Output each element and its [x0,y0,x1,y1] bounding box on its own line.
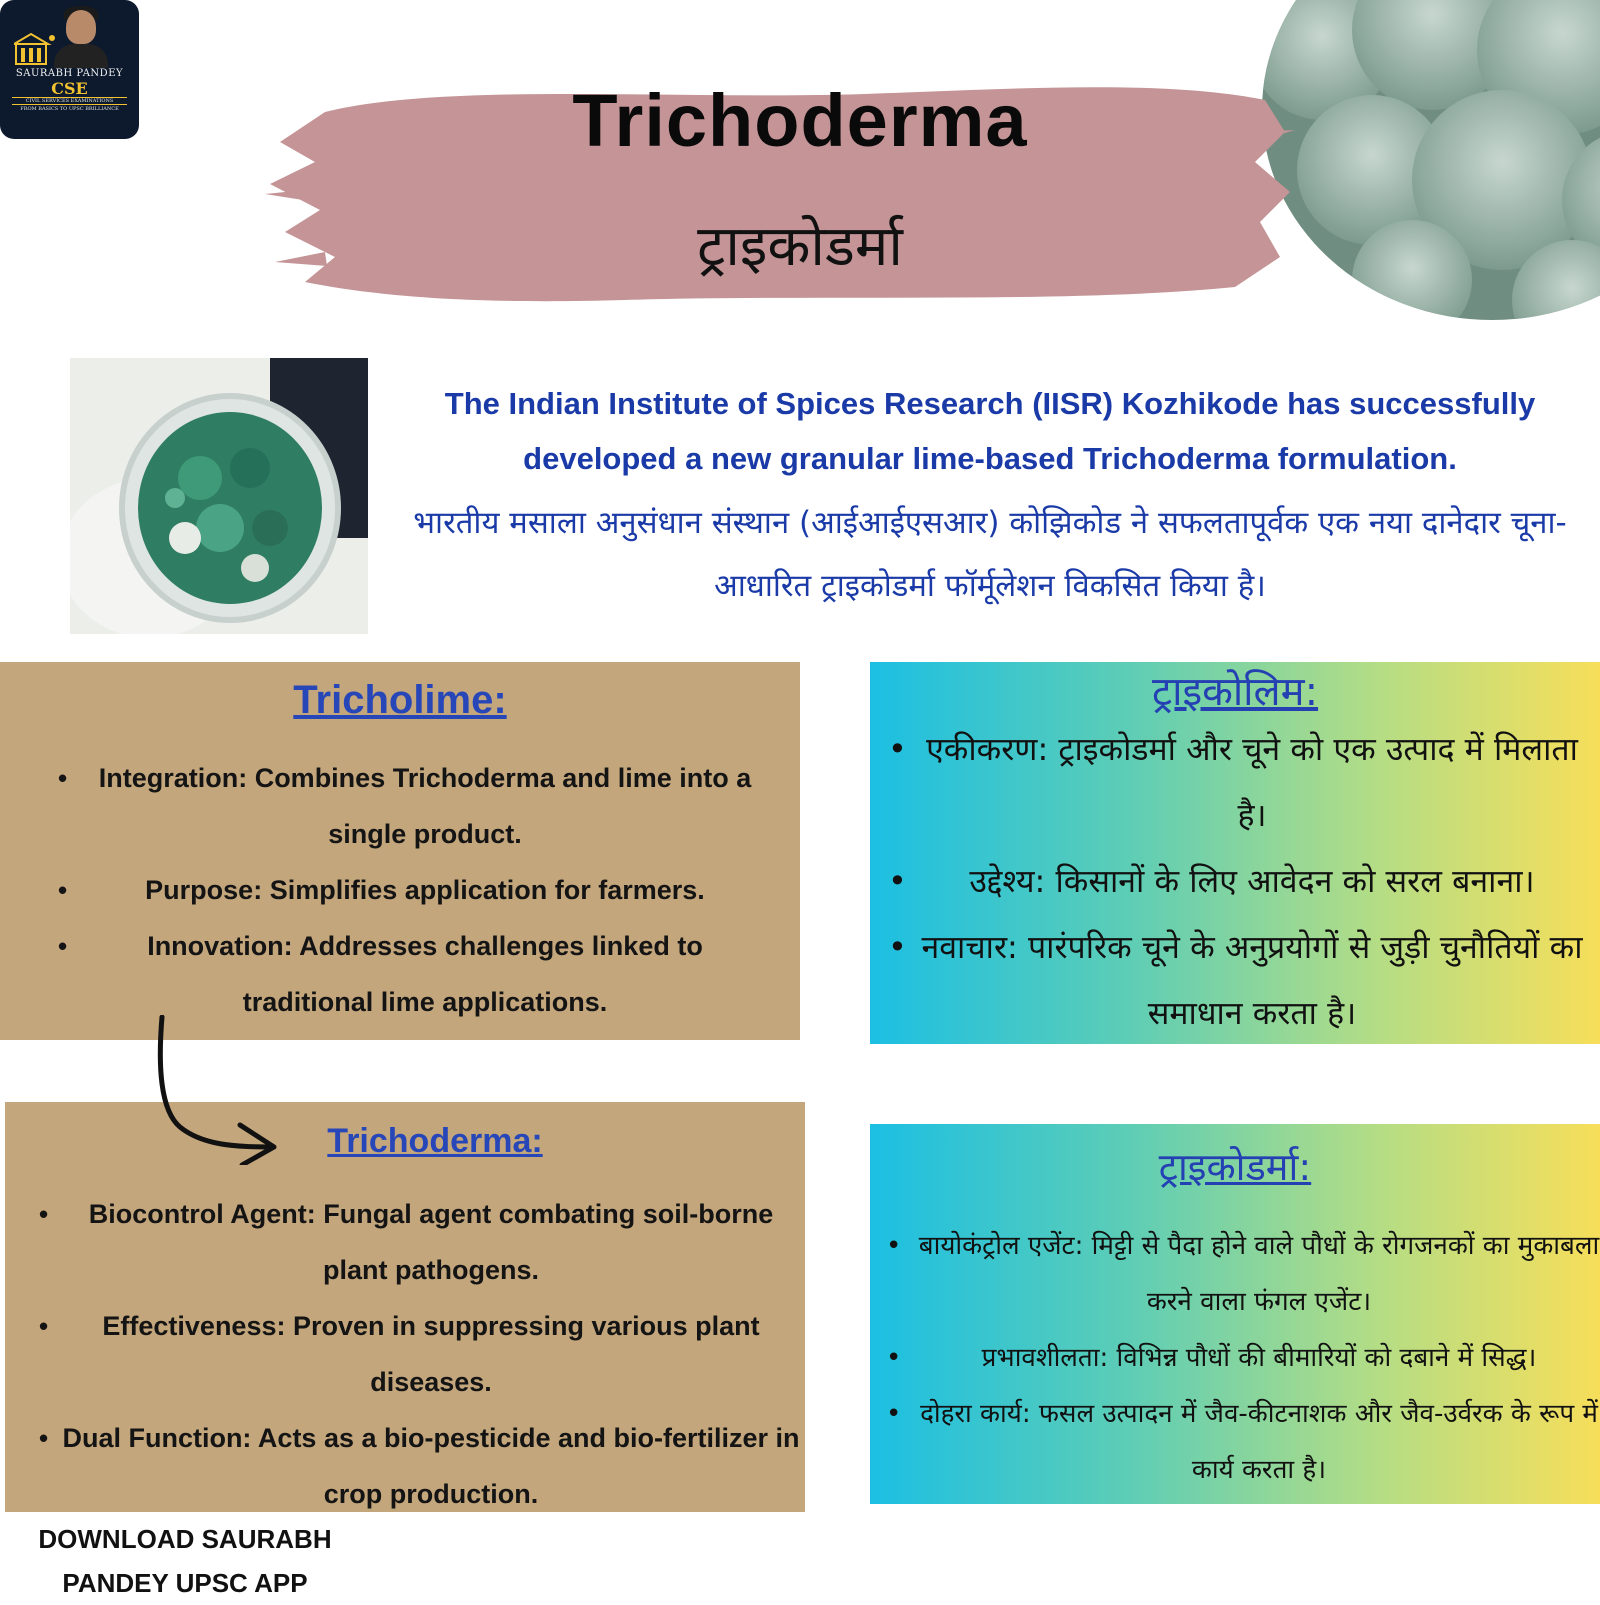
footer-line-2: PANDEY UPSC APP [62,1568,308,1598]
list-item: • Dual Function: Acts as a bio-pesticide and bio-fertilizer in crop production. [61,1410,801,1522]
list-item: • प्रभावशीलता: विभिन्न पौधों की बीमारियों को दबाने में सिद्ध। [914,1330,1600,1386]
tricholime-en-card [0,662,800,1040]
logo-name: SAURABH PANDEY [15,68,124,79]
fungus-photo [1262,0,1600,320]
avatar [66,10,96,44]
logo-motto: FROM BASICS TO UPSC BRILLIANCE [20,106,119,112]
trichoderma-en-title: Trichoderma: [327,1122,543,1160]
curved-arrow-icon [140,1015,290,1165]
page-title: Trichoderma [572,79,1028,162]
tricholime-hi-title: ट्राइकोलिम: [1151,669,1319,715]
brand-logo [0,0,139,139]
intro-block [400,376,1580,618]
list-item: • Biocontrol Agent: Fungal agent combating soil-borne plant pathogens. [61,1186,801,1298]
app-download-cta [0,1517,370,1605]
tricholime-hi-card [870,662,1600,1044]
tricholime-hi-list [916,716,1588,1046]
tricholime-en-list [80,750,770,1030]
tricholime-en-title: Tricholime: [293,678,507,722]
trichoderma-hi-title: ट्राइकोडर्मा: [1158,1145,1312,1189]
list-item: • Innovation: Addresses challenges linked to traditional lime applications. [80,918,770,1030]
intro-english: The Indian Institute of Spices Research (IISR) Kozhikode has successfully developed a new granular lime-based Trichoderma formulation. [444,386,1536,476]
page-title-hindi: ट्राइकोडर्मा [697,214,903,279]
trichoderma-hi-list [914,1218,1600,1498]
logo-tagline: CIVIL SERVICES EXAMINATIONS [12,97,127,105]
list-item: • दोहरा कार्य: फसल उत्पादन में जैव-कीटनाशक और जैव-उर्वरक के रूप में कार्य करता है। [914,1386,1600,1498]
list-item: • Purpose: Simplifies application for farmers. [80,862,770,918]
list-item: • बायोकंट्रोल एजेंट: मिट्टी से पैदा होने वाले पौधों के रोगजनकों का मुकाबला करने वाला फंगल एजेंट। [914,1218,1600,1330]
trichoderma-en-card [5,1102,805,1512]
footer-line-1: DOWNLOAD SAURABH [38,1524,332,1554]
list-item: • एकीकरण: ट्राइकोडर्मा और चूने को एक उत्पाद में मिलाता है। [916,716,1588,848]
trichoderma-en-list [61,1186,801,1522]
intro-hindi: भारतीय मसाला अनुसंधान संस्थान (आईआईएसआर) कोझिकोड ने सफलतापूर्वक एक नया दानेदार चूना-आधारित ट्राइकोडर्मा फॉर्मूलेशन विकसित किया है। [413,505,1567,604]
trichoderma-hi-card [870,1124,1600,1504]
list-item: • Integration: Combines Trichoderma and lime into a single product. [80,750,770,862]
building-icon [14,32,56,66]
list-item: • नवाचार: पारंपरिक चूने के अनुप्रयोगों से जुड़ी चुनौतियों का समाधान करता है। [916,914,1588,1046]
list-item: • Effectiveness: Proven in suppressing various plant diseases. [61,1298,801,1410]
list-item: • उद्देश्य: किसानों के लिए आवेदन को सरल बनाना। [916,848,1588,914]
avatar-body [54,44,108,68]
logo-brand: CSE [51,79,88,98]
trichoderma-petri-photo [70,358,368,634]
